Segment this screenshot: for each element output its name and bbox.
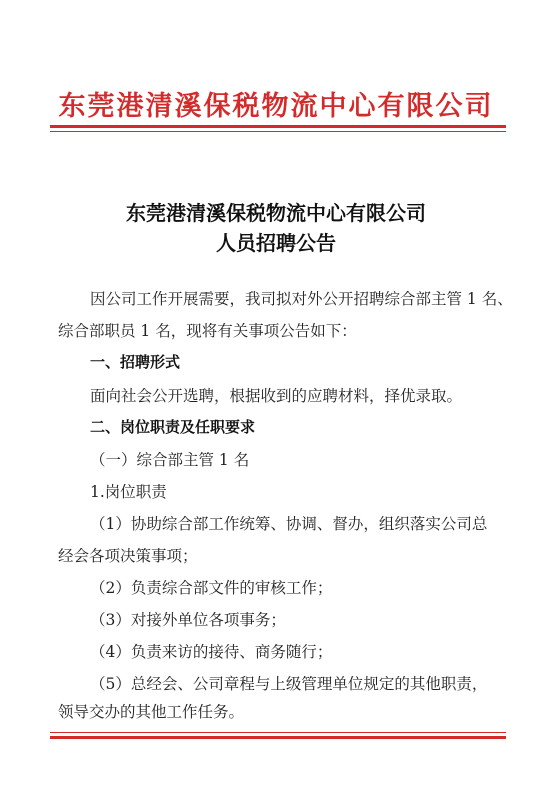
footer-rule-thick <box>50 736 506 739</box>
duty5-line1: （5）总经会、公司章程与上级管理单位规定的其他职责， <box>90 675 488 693</box>
letterhead-rule-thin <box>50 131 506 132</box>
duty1-line1: （1）协助综合部工作统筹、协调、督办，组织落实公司总 <box>90 515 488 533</box>
intro-line2: 综合部职员 1 名，现将有关事项公告如下： <box>58 322 357 340</box>
letterhead-rule-thick <box>50 125 506 128</box>
duties-heading: 1.岗位职责 <box>90 483 167 501</box>
document-title-line1: 东莞港清溪保税物流中心有限公司 <box>126 201 426 225</box>
duty1-line2: 经会各项决策事项； <box>58 547 198 565</box>
section1-text: 面向社会公开选聘，根据收到的应聘材料，择优录取。 <box>90 387 463 405</box>
document-title-line2: 人员招聘公告 <box>216 231 336 255</box>
duty2: （2）负责综合部文件的审核工作； <box>90 579 333 597</box>
duty4: （4）负责来访的接待、商务随行； <box>90 643 333 661</box>
letterhead-title: 东莞港清溪保税物流中心有限公司 <box>58 91 494 122</box>
footer-rule-thin <box>50 732 506 733</box>
intro-line1: 因公司工作开展需要，我司拟对外公开招聘综合部主管 1 名、 <box>90 290 513 308</box>
duty3: （3）对接外单位各项事务； <box>90 611 286 629</box>
section2-heading: 二、岗位职责及任职要求 <box>90 418 256 436</box>
section1-heading: 一、招聘形式 <box>90 353 181 371</box>
subsection1-heading: （一）综合部主管 1 名 <box>90 451 250 469</box>
duty5-line2-visible: 领导交办的其他工作任务。 <box>58 703 245 721</box>
